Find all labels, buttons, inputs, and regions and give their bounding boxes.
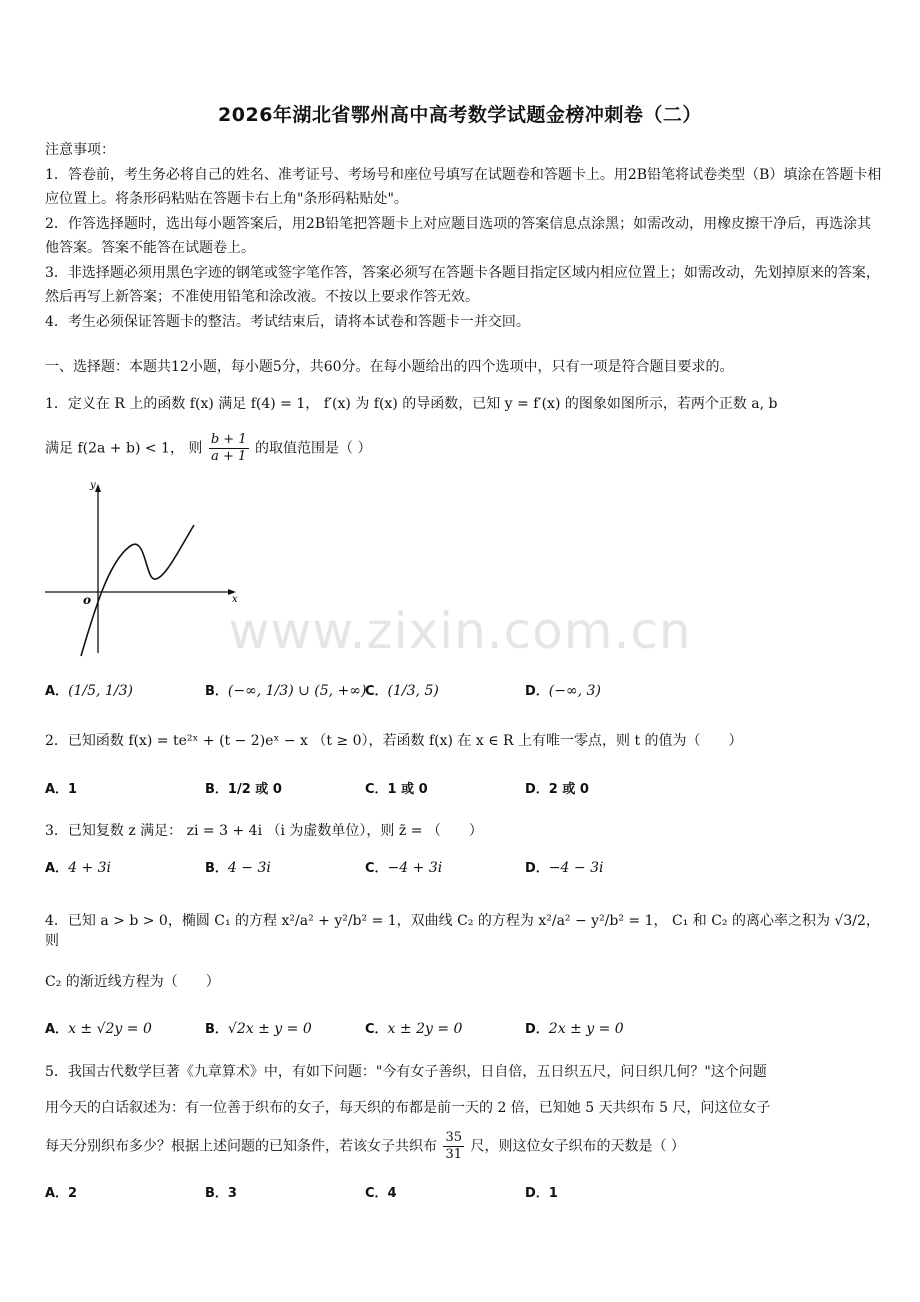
y-axis-label: y: [90, 480, 96, 491]
q4-option-a[interactable]: A．x ± √2y = 0: [45, 1021, 152, 1037]
q2-stem: 2．已知函数 f(x) = te²ˣ + (t − 2)eˣ − x （t ≥ 0），若函数 f(x) 在 x ∈ R 上有唯一零点，则 t 的值为（ ）: [45, 733, 743, 749]
q5-fraction-numerator: 35: [445, 1130, 462, 1145]
q5-fraction: [443, 1130, 464, 1163]
y-axis-arrow: [95, 484, 101, 492]
q1-option-d[interactable]: D．(−∞, 3): [525, 683, 601, 699]
q4-option-b[interactable]: B．√2x ± y = 0: [205, 1021, 312, 1037]
q1-fraction: [209, 432, 249, 465]
q4-option-c[interactable]: C．x ± 2y = 0: [365, 1021, 463, 1037]
q5-fraction-denominator: 31: [445, 1147, 462, 1162]
q1-stem-line1: 1．定义在 R 上的函数 f(x) 满足 f(4) = 1， f′(x) 为 f(x) 的导函数，已知 y = f′(x) 的图象如图所示，若两个正数 a, b: [45, 396, 778, 412]
q5-stem-line3: [45, 1130, 685, 1163]
notice-item: 3．非选择题必须用黑色字迹的钢笔或签字笔作答，答案必须写在答题卡各题目指定区域内相应位置上；如需改动，先划掉原来的答案，然后再写上新答案；不准使用铅笔和涂改液。不按以上要求作答无效。: [45, 264, 880, 305]
q1-option-c[interactable]: C．(1/3, 5): [365, 683, 439, 699]
watermark: www.zixin.com.cn: [228, 602, 692, 660]
q4-stem-line1: 4．已知 a > b > 0，椭圆 C₁ 的方程 x²/a² + y²/b² = 1，双曲线 C₂ 的方程为 x²/a² − y²/b² = 1， C₁ 和 C₂ 的离心率之积为 √3/2，则: [45, 913, 880, 949]
q2-option-a[interactable]: A．1: [45, 782, 78, 797]
q4-stem-line2: C₂ 的渐近线方程为（ ）: [45, 974, 220, 990]
q1-option-b[interactable]: B．(−∞, 1/3) ∪ (5, +∞): [205, 683, 367, 699]
x-axis-label: x: [232, 594, 238, 605]
notice-heading: 注意事项：: [45, 142, 115, 158]
q3-stem: 3．已知复数 z 满足： zi = 3 + 4i （i 为虚数单位），则 z̄ = （ ）: [45, 823, 483, 839]
q3-option-c[interactable]: C．−4 + 3i: [365, 860, 443, 876]
q5-option-b[interactable]: B．3: [205, 1186, 237, 1201]
q2-option-c[interactable]: C．1 或 0: [365, 782, 428, 797]
notice-item: 2．作答选择题时，选出每小题答案后，用2B铅笔把答题卡上对应题目选项的答案信息点涂黑；如需改动，用橡皮擦干净后，再选涂其他答案。答案不能答在试题卷上。: [45, 215, 872, 256]
page-title: 2026年湖北省鄂州高中高考数学试题金榜冲刺卷（二）: [218, 104, 702, 126]
q5-stem-pre: 每天分别织布多少？根据上述问题的已知条件，若该女子共织布: [45, 1138, 437, 1155]
notice-item: 1．答卷前，考生务必将自己的姓名、准考证号、考场号和座位号填写在试题卷和答题卡上。用2B铅笔将试卷类型（B）填涂在答题卡相应位置上。将条形码粘贴在答题卡右上角"条形码粘贴处"。: [45, 166, 882, 207]
q5-option-c[interactable]: C．4: [365, 1186, 397, 1201]
q1-fraction-numerator: b + 1: [210, 432, 247, 447]
q5-stem-line1: 5．我国古代数学巨著《九章算术》中，有如下问题："今有女子善织，日自倍，五日织五尺，问日织几何？"这个问题: [45, 1064, 767, 1080]
notice-item: 4．考生必须保证答题卡的整洁。考试结束后，请将本试卷和答题卡一并交回。: [45, 313, 530, 330]
q5-stem-post: 尺，则这位女子织布的天数是（ ）: [470, 1138, 685, 1155]
origin-label: o: [83, 593, 92, 607]
q2-option-d[interactable]: D．2 或 0: [525, 782, 589, 797]
q3-option-d[interactable]: D．−4 − 3i: [525, 860, 604, 876]
q2-option-b[interactable]: B．1/2 或 0: [205, 782, 282, 797]
q1-fraction-denominator: a + 1: [211, 449, 247, 464]
q5-option-d[interactable]: D．1: [525, 1186, 558, 1201]
q3-option-b[interactable]: B．4 − 3i: [205, 860, 271, 876]
section-heading: 一、选择题：本题共12小题，每小题5分，共60分。在每小题给出的四个选项中，只有一项是符合题目要求的。: [45, 359, 734, 375]
q1-stem-post: 的取值范围是（ ）: [255, 440, 372, 457]
q5-stem-line2: 用今天的白话叙述为：有一位善于织布的女子，每天织的布都是前一天的 2 倍，已知她 5 天共织布 5 尺，问这位女子: [45, 1100, 771, 1116]
q4-option-d[interactable]: D．2x ± y = 0: [525, 1021, 624, 1037]
notice-block: [45, 138, 885, 334]
q1-option-a[interactable]: A．(1/5, 1/3): [45, 683, 133, 699]
q5-option-a[interactable]: A．2: [45, 1186, 78, 1201]
q1-stem-line2: [45, 432, 372, 465]
q3-option-a[interactable]: A．4 + 3i: [45, 860, 111, 876]
q1-stem-pre: 满足 f(2a + b) < 1， 则: [45, 440, 203, 457]
